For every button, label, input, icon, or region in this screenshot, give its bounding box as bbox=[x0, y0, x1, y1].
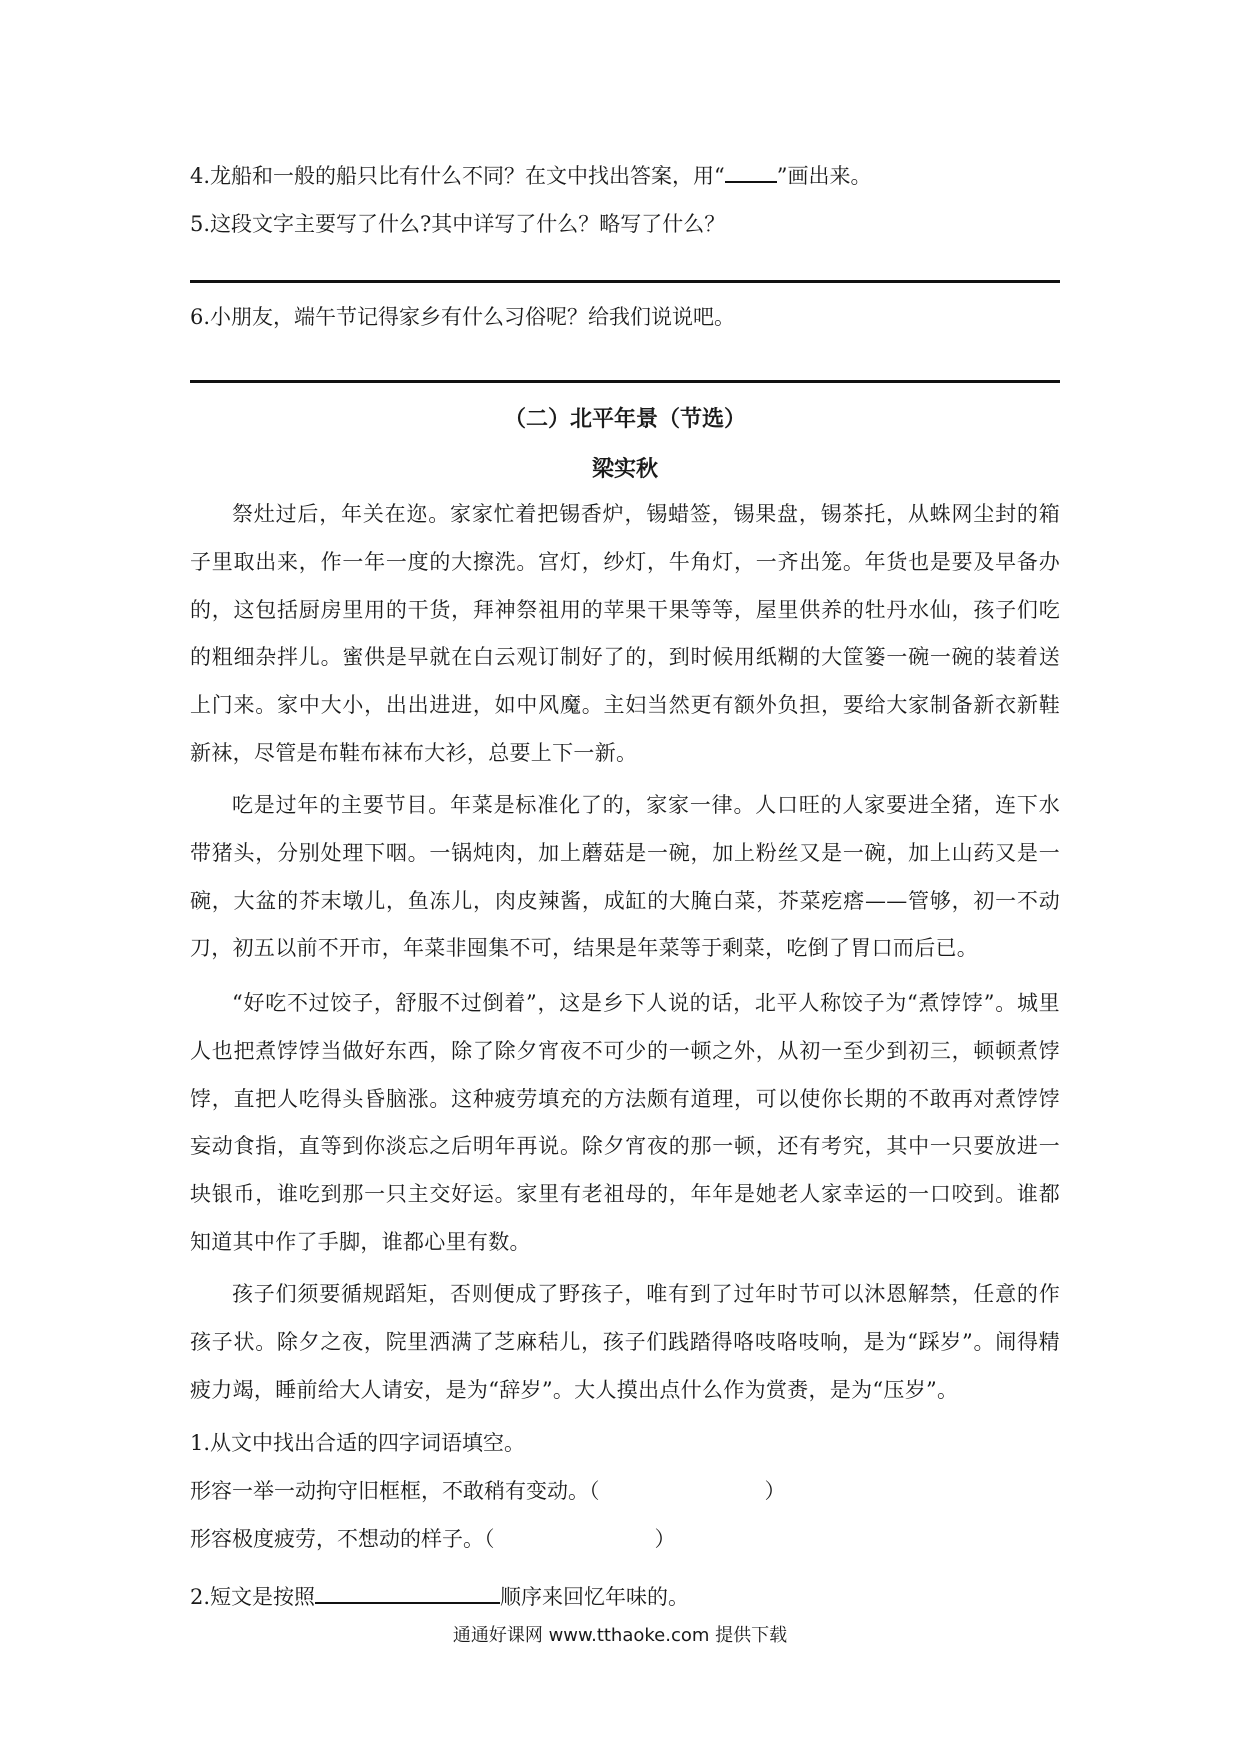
question-4 bbox=[190, 161, 1060, 191]
passage-paragraph: 吃是过年的主要节目。年菜是标准化了的，家家一律。人口旺的人家要进全猪，连下水带猪头，分别处理下咽。一锅炖肉，加上蘑菇是一碗，加上粉丝又是一碗，加上山药又是一碗，大盆的芥末墩儿，鱼冻儿，肉皮辣酱，成缸的大腌白菜，芥菜疙瘩——管够，初一不动刀，初五以前不开市，年菜非囤集不可，结果是年菜等于剩菜，吃倒了胃口而后已。 bbox=[190, 793, 1060, 961]
passage-paragraph: “好吃不过饺子，舒服不过倒着”，这是乡下人说的话，北平人称饺子为“煮饽饽”。城里人也把煮饽饽当做好东西，除了除夕宵夜不可少的一顿之外，从初一至少到初三，顿顿煮饽饽，直把人吃得头昏脑涨。这种疲劳填充的方法颇有道理，可以使你长期的不敢再对煮饽饽妄动食指，直等到你淡忘之后明年再说。除夕宵夜的那一顿，还有考究，其中一只要放进一块银币，谁吃到那一只主交好运。家里有老祖母的，年年是她老人家幸运的一口咬到。谁都知道其中作了手脚，谁都心里有数。 bbox=[190, 991, 1060, 1254]
answer-underline-blank bbox=[725, 161, 777, 183]
answer-line bbox=[190, 280, 1060, 283]
question-1: 1.从文中找出合适的四字词语填空。 bbox=[190, 1431, 526, 1455]
question-5: 5.这段文字主要写了什么?其中详写了什么？略写了什么？ bbox=[190, 212, 726, 236]
question-1a bbox=[190, 1476, 1060, 1506]
question-2 bbox=[190, 1582, 1060, 1612]
page-footer: 通通好课网 www.tthaoke.com 提供下载 bbox=[452, 1625, 788, 1646]
close-paren: ） bbox=[654, 1527, 676, 1551]
passage-paragraph: 祭灶过后，年关在迩。家家忙着把锡香炉，锡蜡签，锡果盘，锡茶托，从蛛网尘封的箱子里取出来，作一年一度的大擦洗。宫灯，纱灯，牛角灯，一齐出笼。年货也是要及早备办的，这包括厨房里用的干货，拜神祭祖用的苹果干果等等，屋里供养的牡丹水仙，孩子们吃的粗细杂拌儿。蜜供是早就在白云观订制好了的，到时候用纸糊的大筐篓一碗一碗的装着送上门来。家中大小，出出进进，如中风魔。主妇当然更有额外负担，要给大家制备新衣新鞋新袜，尽管是布鞋布袜布大衫，总要上下一新。 bbox=[190, 502, 1060, 765]
question-2-text: 2.短文是按照 bbox=[190, 1585, 316, 1609]
question-1b-text: 形容极度疲劳，不想动的样子。（ bbox=[190, 1527, 495, 1551]
section-author: 梁实秋 bbox=[591, 457, 658, 482]
question-2-text-end: 顺序来回忆年味的。 bbox=[500, 1585, 690, 1609]
section-title: （二）北平年景（节选） bbox=[503, 407, 746, 432]
question-4-text: 4.龙船和一般的船只比有什么不同？在文中找出答案，用“ bbox=[190, 164, 725, 188]
answer-line bbox=[190, 380, 1060, 383]
passage-paragraph: 孩子们须要循规蹈矩，否则便成了野孩子，唯有到了过年时节可以沐恩解禁，任意的作孩子状。除夕之夜，院里洒满了芝麻秸儿，孩子们践踏得咯吱咯吱响，是为“踩岁”。闹得精疲力竭，睡前给大人请安，是为“辞岁”。大人摸出点什么作为赏赉，是为“压岁”。 bbox=[190, 1282, 1060, 1402]
answer-underline-blank bbox=[315, 1582, 500, 1604]
question-4-text-end: ”画出来。 bbox=[776, 164, 872, 188]
question-1b bbox=[190, 1524, 1060, 1554]
question-1a-text: 形容一举一动拘守旧框框，不敢稍有变动。（ bbox=[190, 1479, 600, 1503]
question-6: 6.小朋友，端午节记得家乡有什么习俗呢？给我们说说吧。 bbox=[190, 305, 736, 329]
close-paren: ） bbox=[764, 1479, 786, 1503]
